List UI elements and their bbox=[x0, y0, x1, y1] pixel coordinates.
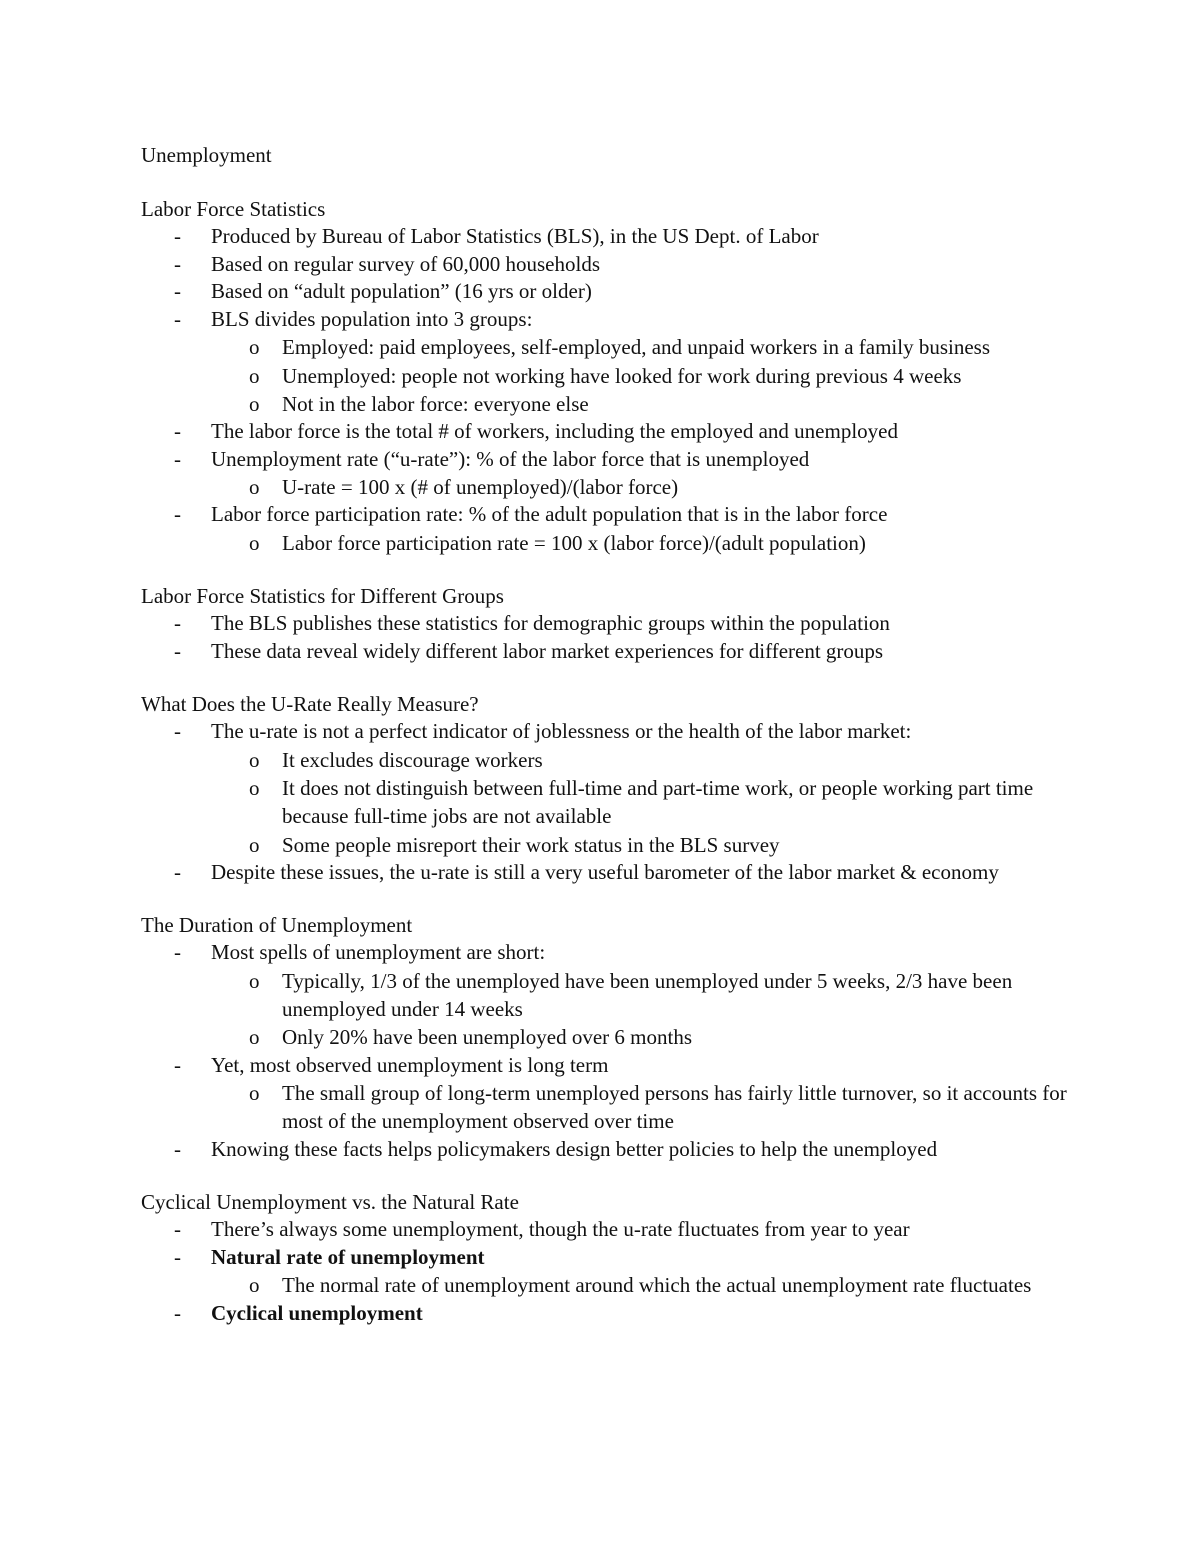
bullet-text: Labor force participation rate: % of the adult population that is in the labor force bbox=[211, 502, 888, 527]
bullet-item bbox=[141, 306, 1071, 334]
sub-bullet-text: Typically, 1/3 of the unemployed have been unemployed under 5 weeks, 2/3 have been unemployed under 14 weeks bbox=[282, 968, 1013, 1022]
bullet-item bbox=[141, 1136, 1071, 1164]
bullet-text: Based on regular survey of 60,000 households bbox=[211, 251, 601, 276]
circle-bullet-icon: o bbox=[249, 968, 260, 993]
bullet-text: Unemployment rate (“u-rate”): % of the labor force that is unemployed bbox=[211, 446, 810, 471]
section bbox=[141, 1188, 1071, 1327]
bullet-text: Based on “adult population” (16 yrs or older) bbox=[211, 279, 592, 304]
dash-bullet-icon: - bbox=[174, 224, 181, 248]
dash-bullet-icon: - bbox=[174, 1217, 181, 1242]
bullet-item bbox=[141, 1244, 1071, 1272]
bullet-item bbox=[141, 718, 1071, 746]
circle-bullet-icon: o bbox=[249, 747, 260, 772]
sections-container bbox=[141, 195, 1071, 1327]
bullet-text: The u-rate is not a perfect indicator of joblessness or the health of the labor market: bbox=[211, 719, 912, 744]
sub-bullet-item bbox=[141, 1271, 1071, 1299]
dash-bullet-icon: - bbox=[174, 1244, 181, 1269]
sub-bullet-item bbox=[141, 1023, 1071, 1051]
sub-bullet-text: Some people misreport their work status in the BLS survey bbox=[282, 832, 780, 857]
bullet-text: Produced by Bureau of Labor Statistics (BLS), in the US Dept. of Labor bbox=[211, 224, 819, 248]
bullet-text: Yet, most observed unemployment is long term bbox=[211, 1052, 609, 1077]
sub-bullet-text: U-rate = 100 x (# of unemployed)/(labor force) bbox=[282, 475, 679, 500]
dash-bullet-icon: - bbox=[174, 1052, 181, 1077]
bullet-item bbox=[141, 1216, 1071, 1244]
sub-bullet-text: Only 20% have been unemployed over 6 months bbox=[282, 1025, 692, 1050]
section bbox=[141, 690, 1071, 886]
section-heading: The Duration of Unemployment bbox=[141, 913, 413, 938]
section-heading: Cyclical Unemployment vs. the Natural Rate bbox=[141, 1190, 519, 1215]
bullet-item bbox=[141, 610, 1071, 638]
dash-bullet-icon: - bbox=[174, 251, 181, 276]
sub-bullet-text: It excludes discourage workers bbox=[282, 747, 543, 772]
section-heading: What Does the U-Rate Really Measure? bbox=[141, 692, 479, 717]
dash-bullet-icon: - bbox=[174, 859, 181, 884]
circle-bullet-icon: o bbox=[249, 363, 260, 388]
document-title: Unemployment bbox=[141, 143, 272, 167]
bullet-item bbox=[141, 859, 1071, 887]
circle-bullet-icon: o bbox=[249, 1025, 260, 1050]
bullet-item bbox=[141, 1052, 1071, 1080]
section-heading: Labor Force Statistics bbox=[141, 197, 326, 221]
dash-bullet-icon: - bbox=[174, 446, 181, 471]
circle-bullet-icon: o bbox=[249, 475, 260, 500]
bullet-item bbox=[141, 501, 1071, 529]
sub-bullet-text: Labor force participation rate = 100 x (labor force)/(adult population) bbox=[282, 530, 866, 555]
bullet-item bbox=[141, 1300, 1071, 1328]
bullet-text: These data reveal widely different labor market experiences for different groups bbox=[211, 638, 884, 663]
bullet-text: The BLS publishes these statistics for demographic groups within the population bbox=[211, 611, 890, 636]
bullet-item bbox=[141, 251, 1071, 279]
sub-bullet-item bbox=[141, 831, 1071, 859]
sub-bullet-text: Employed: paid employees, self-employed, and unpaid workers in a family business bbox=[282, 335, 991, 360]
dash-bullet-icon: - bbox=[174, 638, 181, 663]
dash-bullet-icon: - bbox=[174, 306, 181, 331]
sub-bullet-text: The small group of long-term unemployed persons has fairly little turnover, so it accounts for most of the unemployment observed over time bbox=[282, 1081, 1067, 1134]
section-heading: Labor Force Statistics for Different Groups bbox=[141, 584, 504, 609]
sub-bullet-text: It does not distinguish between full-time and part-time work, or people working part time because full-time jobs are not available bbox=[282, 776, 1034, 829]
sub-bullet-item bbox=[141, 1079, 1071, 1135]
bullet-item bbox=[141, 446, 1071, 474]
circle-bullet-icon: o bbox=[249, 776, 260, 801]
section bbox=[141, 195, 1071, 557]
bullet-text: Despite these issues, the u-rate is still a very useful barometer of the labor market & economy bbox=[211, 859, 999, 884]
bullet-item bbox=[141, 939, 1071, 967]
sub-bullet-text: Unemployed: people not working have looked for work during previous 4 weeks bbox=[282, 363, 962, 388]
circle-bullet-icon: o bbox=[249, 530, 260, 555]
bullet-item bbox=[141, 638, 1071, 666]
sub-bullet-item bbox=[141, 774, 1071, 830]
sub-bullet-text: The normal rate of unemployment around which the actual unemployment rate fluctuates bbox=[282, 1273, 1032, 1298]
sub-bullet-item bbox=[141, 967, 1071, 1023]
bullet-item bbox=[141, 223, 1071, 251]
bullet-item bbox=[141, 418, 1071, 446]
bullet-text: Knowing these facts helps policymakers design better policies to help the unemployed bbox=[211, 1136, 938, 1161]
document-page bbox=[141, 141, 1071, 1327]
circle-bullet-icon: o bbox=[249, 1081, 260, 1106]
bullet-text: Most spells of unemployment are short: bbox=[211, 940, 546, 965]
dash-bullet-icon: - bbox=[174, 1136, 181, 1161]
bullet-text: The labor force is the total # of workers, including the employed and unemployed bbox=[211, 418, 898, 443]
circle-bullet-icon: o bbox=[249, 391, 260, 416]
dash-bullet-icon: - bbox=[174, 1300, 181, 1325]
section bbox=[141, 582, 1071, 665]
sub-bullet-item bbox=[141, 333, 1071, 361]
dash-bullet-icon: - bbox=[174, 418, 181, 443]
bullet-text: Natural rate of unemployment bbox=[211, 1244, 485, 1269]
circle-bullet-icon: o bbox=[249, 832, 260, 857]
bullet-item bbox=[141, 278, 1071, 306]
sub-bullet-item bbox=[141, 473, 1071, 501]
bullet-text: Cyclical unemployment bbox=[211, 1300, 423, 1325]
bullet-text: BLS divides population into 3 groups: bbox=[211, 306, 533, 331]
dash-bullet-icon: - bbox=[174, 940, 181, 965]
circle-bullet-icon: o bbox=[249, 335, 260, 360]
dash-bullet-icon: - bbox=[174, 502, 181, 527]
dash-bullet-icon: - bbox=[174, 279, 181, 304]
section bbox=[141, 911, 1071, 1163]
bullet-text: There’s always some unemployment, though the u-rate fluctuates from year to year bbox=[211, 1217, 910, 1242]
sub-bullet-item bbox=[141, 362, 1071, 390]
sub-bullet-text: Not in the labor force: everyone else bbox=[282, 391, 589, 416]
dash-bullet-icon: - bbox=[174, 611, 181, 636]
dash-bullet-icon: - bbox=[174, 719, 181, 744]
circle-bullet-icon: o bbox=[249, 1273, 260, 1298]
sub-bullet-item bbox=[141, 746, 1071, 774]
sub-bullet-item bbox=[141, 529, 1071, 557]
sub-bullet-item bbox=[141, 390, 1071, 418]
